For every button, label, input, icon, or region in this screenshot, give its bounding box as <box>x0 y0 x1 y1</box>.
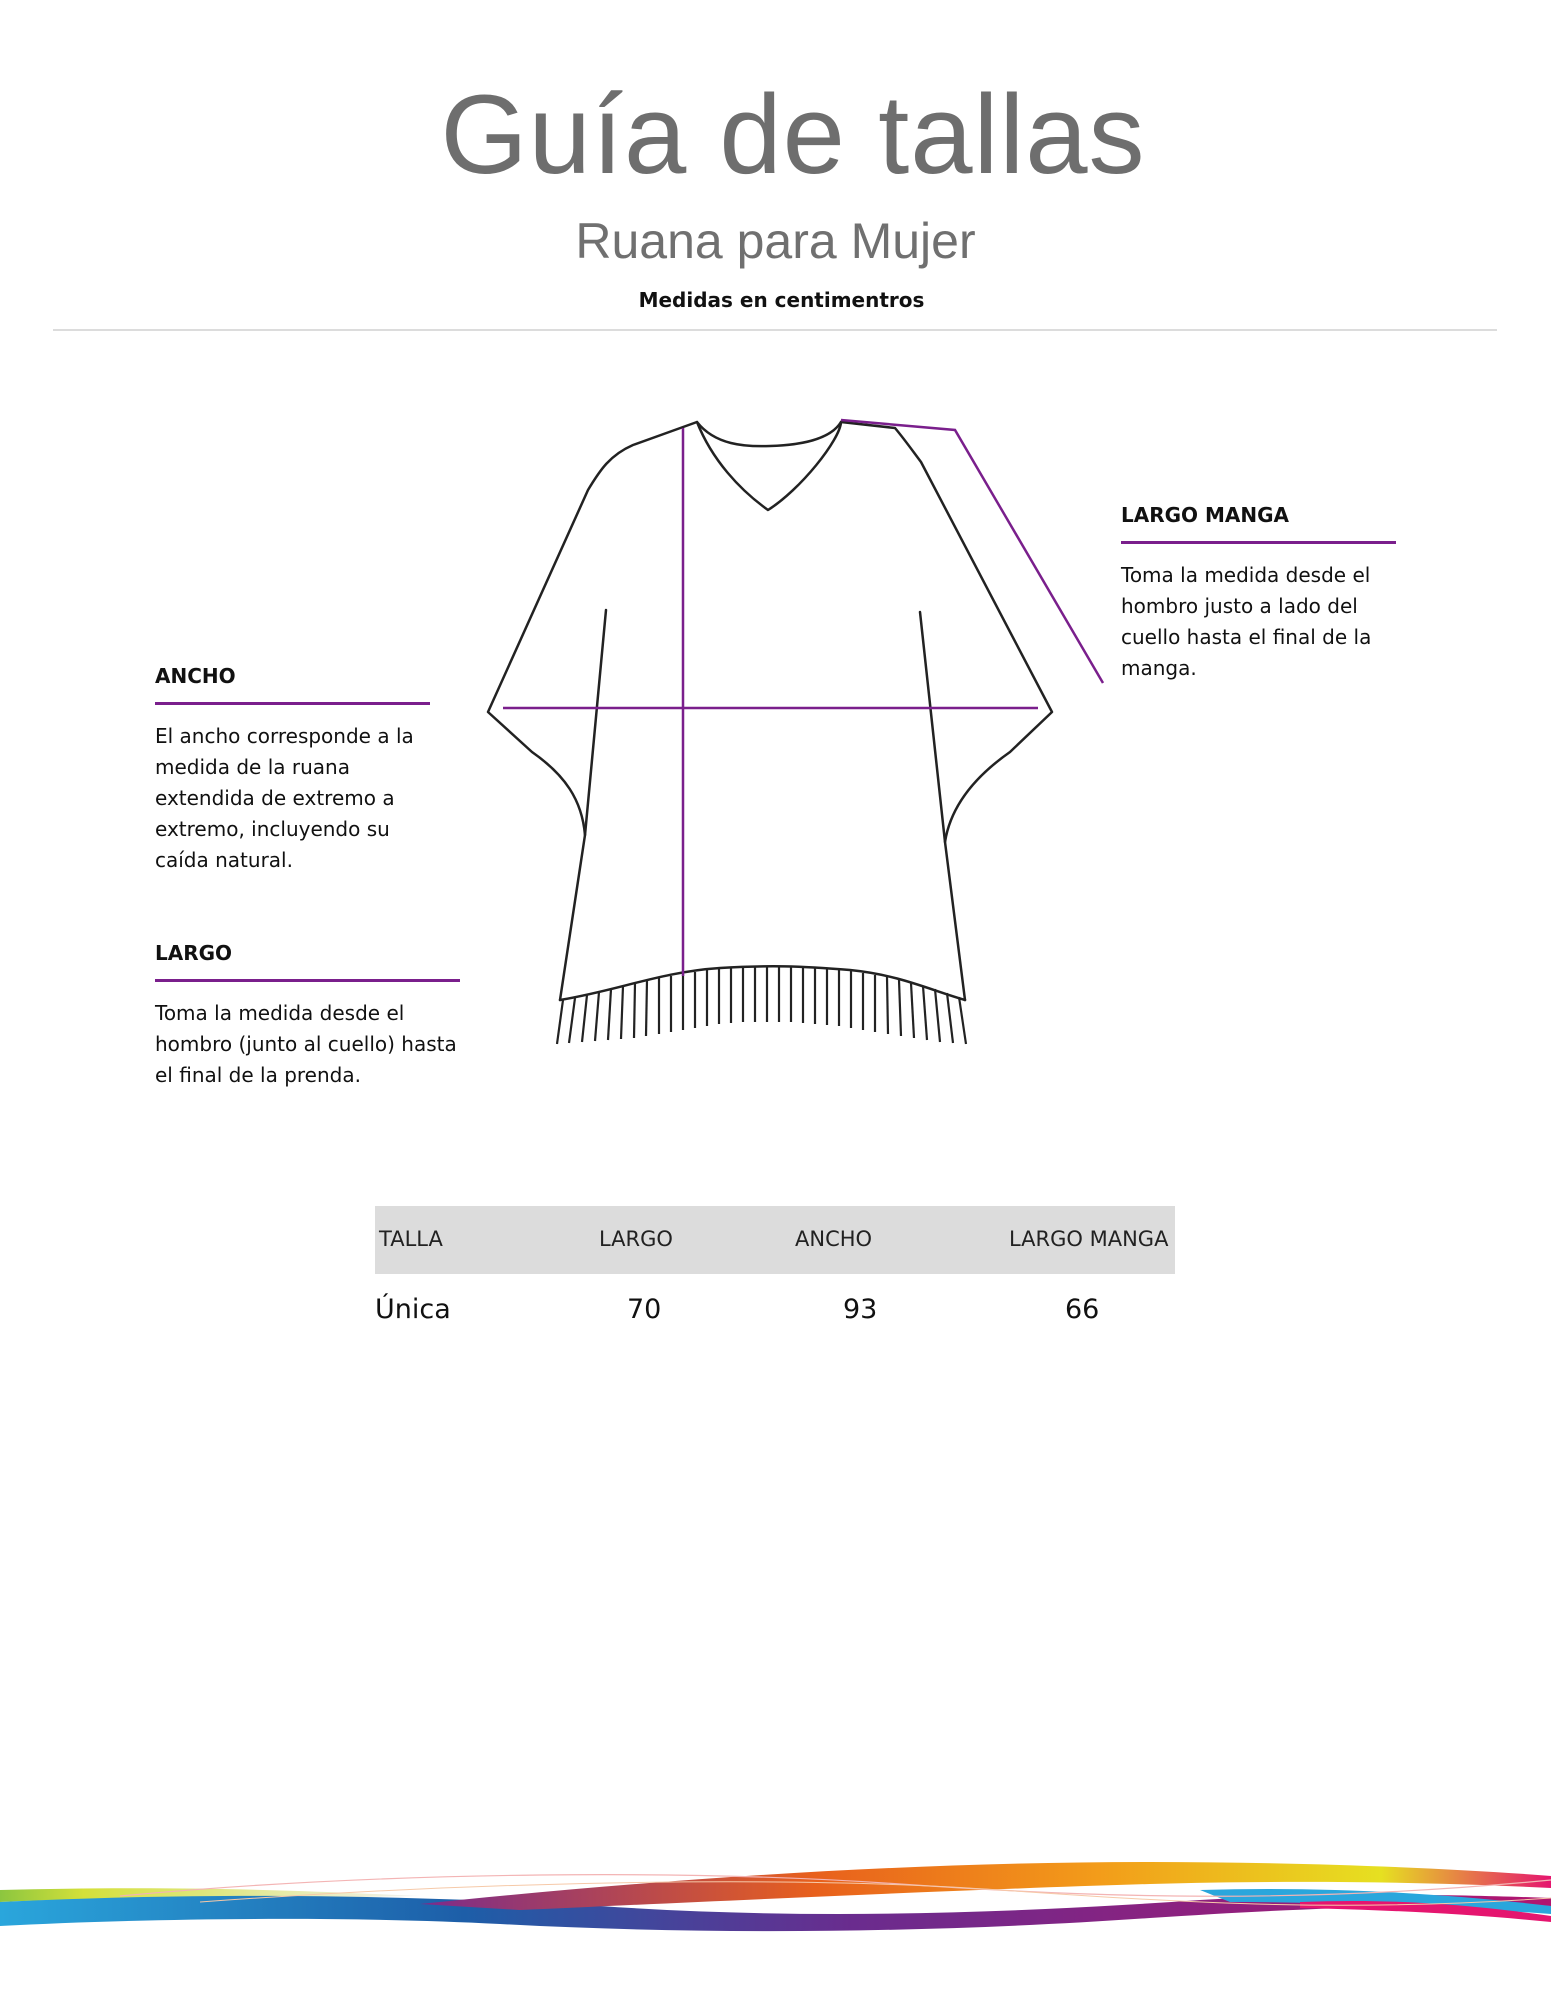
page-title: Guía de tallas <box>440 72 1146 197</box>
column-header-largo-manga: LARGO MANGA <box>1009 1227 1169 1251</box>
length-rule <box>155 979 460 982</box>
page-subtitle: Ruana para Mujer <box>575 213 976 269</box>
column-header-largo: LARGO <box>599 1227 673 1251</box>
garment-outline <box>488 422 1052 1000</box>
column-header-ancho: ANCHO <box>795 1227 873 1251</box>
sleeve-info <box>1121 503 1396 684</box>
width-rule <box>155 702 430 705</box>
size-table <box>375 1206 1175 1334</box>
length-heading: LARGO <box>155 941 233 965</box>
measure-lines <box>503 420 1103 976</box>
size-table-header <box>375 1206 1175 1274</box>
width-info <box>155 664 430 876</box>
width-heading: ANCHO <box>155 664 236 688</box>
sleeve-rule <box>1121 541 1396 544</box>
sleeve-heading: LARGO MANGA <box>1121 503 1290 527</box>
units-note: Medidas en centimentros <box>638 288 925 312</box>
width-description: El ancho corresponde a la medida de la ruana extendida de extremo a extremo, incluyendo su caída natural. <box>155 724 414 872</box>
column-header-talla: TALLA <box>379 1227 443 1251</box>
table-row <box>375 1274 1175 1334</box>
length-description: Toma la medida desde el hombro (junto al cuello) hasta el final de la prenda. <box>155 1001 457 1087</box>
decorative-wave-band <box>0 1840 1551 1950</box>
cell-largo: 70 <box>627 1294 662 1325</box>
cell-talla: Única <box>375 1294 451 1325</box>
sleeve-description: Toma la medida desde el hombro justo a lado del cuello hasta el final de la manga. <box>1121 563 1372 680</box>
sleeve-measure-line <box>841 420 1103 683</box>
fringe <box>557 966 966 1044</box>
cell-largo-manga: 66 <box>1065 1294 1100 1325</box>
length-info <box>155 941 477 1091</box>
cell-ancho: 93 <box>843 1294 878 1325</box>
